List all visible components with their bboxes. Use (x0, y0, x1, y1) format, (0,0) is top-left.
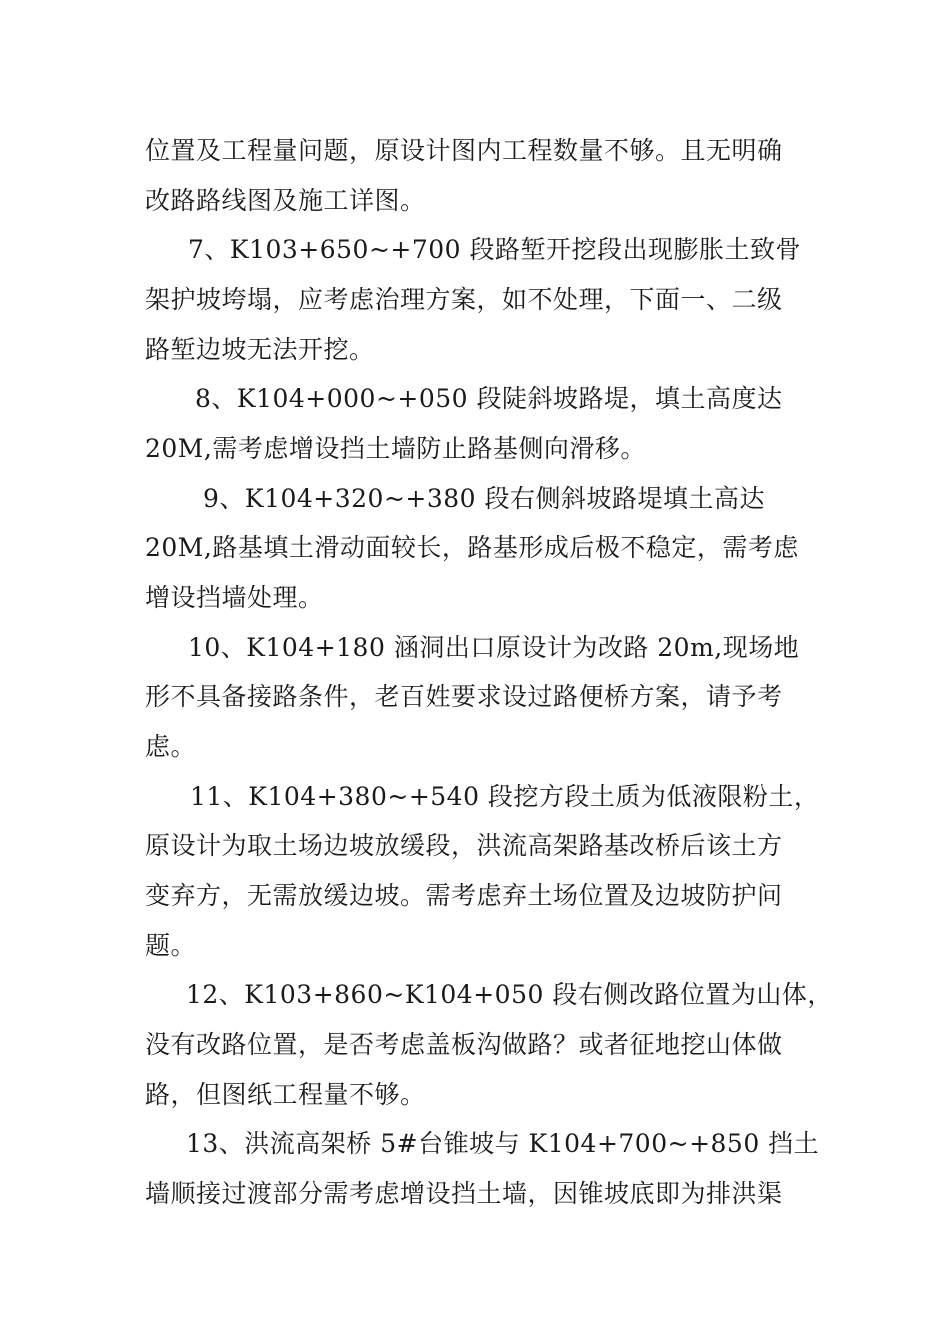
item-11-line-2: 原设计为取土场边坡放缓段，洪流高架路基改桥后该土方 (145, 831, 783, 860)
item-9-line-1: 9、K104+320~+380 段右侧斜坡路堤填土高达 (203, 484, 766, 513)
item-12-line-3: 路，但图纸工程量不够。 (145, 1080, 426, 1109)
item-10-line-2: 形不具备接路条件，老百姓要求设过路便桥方案，请予考 (145, 682, 783, 711)
item-8-line-1: 8、K104+000~+050 段陡斜坡路堤，填土高度达 (195, 384, 783, 413)
item-7-line-2: 架护坡垮塌，应考虑治理方案，如不处理，下面一、二级 (145, 285, 783, 314)
item-11-line-1: 11、K104+380~+540 段挖方段土质为低液限粉土， (190, 782, 820, 811)
item-10-line-3: 虑。 (145, 732, 197, 761)
item-8-line-2: 20M,需考虑增设挡土墙防止路基侧向滑移。 (145, 434, 646, 463)
item-7-line-1: 7、K103+650~+700 段路堑开挖段出现膨胀土致骨 (188, 235, 802, 264)
item-11-line-3: 变弃方，无需放缓边坡。需考虑弃土场位置及边坡防护问 (145, 881, 783, 910)
item-11-line-4: 题。 (145, 931, 197, 960)
text-line-1: 位置及工程量问题，原设计图内工程数量不够。且无明确 (145, 136, 783, 165)
item-9-line-3: 增设挡墙处理。 (145, 583, 324, 612)
item-12-line-1: 12、K103+860~K104+050 段右侧改路位置为山体， (186, 980, 833, 1009)
item-9-line-2: 20M,路基填土滑动面较长，路基形成后极不稳定，需考虑 (145, 533, 799, 562)
text-line-2: 改路路线图及施工详图。 (145, 186, 426, 215)
item-13-line-2: 墙顺接过渡部分需考虑增设挡土墙，因锥坡底即为排洪渠 (145, 1179, 783, 1208)
item-7-line-3: 路堑边坡无法开挖。 (145, 335, 375, 364)
item-10-line-1: 10、K104+180 涵洞出口原设计为改路 20m,现场地 (188, 633, 800, 662)
item-13-line-1: 13、洪流高架桥 5#台锥坡与 K104+700~+850 挡土 (186, 1129, 820, 1158)
item-12-line-2: 没有改路位置，是否考虑盖板沟做路？或者征地挖山体做 (145, 1030, 783, 1059)
